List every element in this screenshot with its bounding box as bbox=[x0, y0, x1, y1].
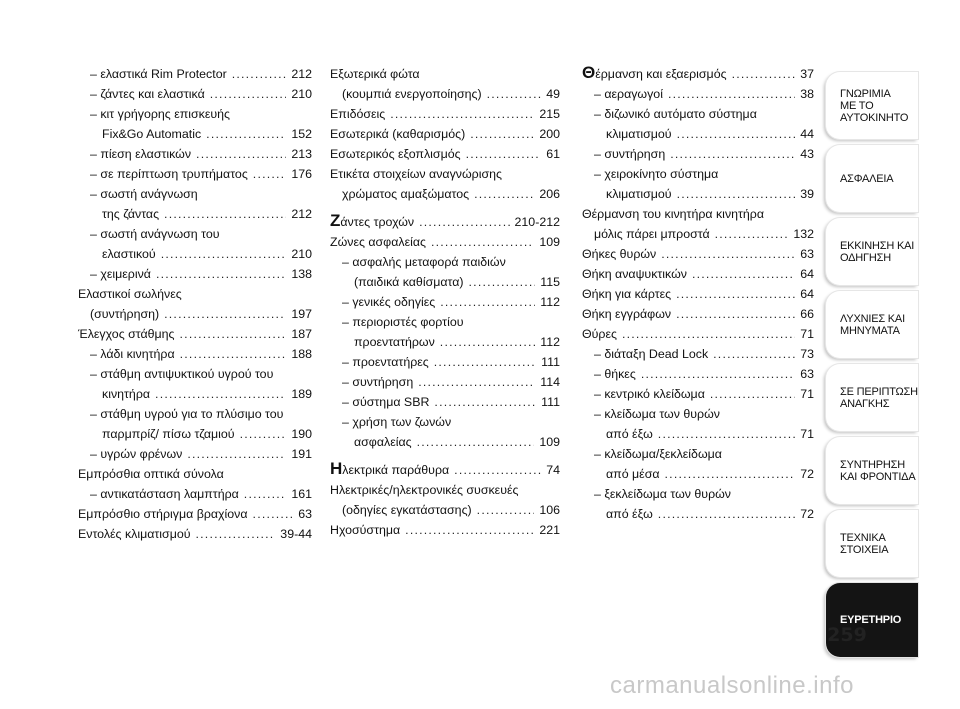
index-entry bbox=[78, 324, 312, 344]
index-entry bbox=[582, 164, 814, 184]
leader-dots bbox=[161, 244, 287, 264]
leader-dots bbox=[164, 304, 286, 324]
leader-dots bbox=[658, 504, 795, 524]
index-entry bbox=[330, 520, 560, 540]
index-entry bbox=[78, 404, 312, 424]
index-entry bbox=[78, 464, 312, 484]
entry-page: 215 bbox=[539, 107, 560, 121]
entry-page: 152 bbox=[291, 127, 312, 141]
index-entry bbox=[582, 384, 814, 404]
entry-text: – διζωνικό αυτόματο σύστημα bbox=[594, 107, 757, 121]
index-entry bbox=[582, 304, 814, 324]
leader-dots bbox=[434, 352, 536, 372]
index-entry bbox=[78, 104, 312, 124]
entry-text: – αντικατάσταση λαμπτήρα bbox=[90, 487, 239, 501]
leader-dots bbox=[658, 424, 795, 444]
section-tab-7[interactable]: ΤΕΧΝΙΚΑ ΣΤΟΙΧΕΙΑ bbox=[826, 510, 918, 577]
entry-text: από μέσα bbox=[606, 467, 660, 481]
leader-dots bbox=[405, 520, 534, 540]
entry-initial-letter: Η bbox=[330, 459, 343, 478]
section-tab-2[interactable]: ΑΣΦΑΛΕΙΑ bbox=[826, 145, 918, 212]
leader-dots bbox=[390, 104, 534, 124]
section-tab-5[interactable]: ΣΕ ΠΕΡΙΠΤΩΣΗ ΑΝΑΓΚΗΣ bbox=[826, 364, 918, 431]
index-entry bbox=[582, 64, 814, 84]
entry-text: Ζάντες τροχών bbox=[330, 211, 415, 230]
entry-page: 72 bbox=[800, 507, 814, 521]
entry-text: – στάθμη υγρού για το πλύσιμο του bbox=[90, 407, 284, 421]
entry-page: 187 bbox=[291, 327, 312, 341]
leader-dots bbox=[210, 84, 287, 104]
entry-text: – λάδι κινητήρα bbox=[90, 347, 175, 361]
index-entry bbox=[582, 144, 814, 164]
entry-page: 221 bbox=[539, 523, 560, 537]
leader-dots bbox=[155, 384, 286, 404]
leader-dots bbox=[187, 444, 286, 464]
leader-dots bbox=[206, 124, 286, 144]
entry-text: – θήκες bbox=[594, 367, 636, 381]
entry-page: 210 bbox=[291, 247, 312, 261]
index-entry bbox=[78, 444, 312, 464]
entry-page: 206 bbox=[539, 187, 560, 201]
entry-page: 161 bbox=[291, 487, 312, 501]
entry-initial-letter: Θ bbox=[582, 63, 596, 82]
entry-text: χρώματος αμαξώματος bbox=[342, 187, 470, 201]
entry-text: – αεραγωγοί bbox=[594, 87, 663, 101]
leader-dots bbox=[419, 212, 509, 232]
entry-page: 49 bbox=[546, 87, 560, 101]
leader-dots bbox=[440, 332, 535, 352]
entry-page: 64 bbox=[800, 267, 814, 281]
leader-dots bbox=[713, 344, 795, 364]
index-entry bbox=[78, 484, 312, 504]
entry-text: Θέρμανση του κινητήρα κινητήρα bbox=[582, 207, 765, 221]
leader-dots bbox=[180, 324, 287, 344]
entry-page: 210 bbox=[291, 87, 312, 101]
entry-text: – συντήρηση bbox=[342, 375, 414, 389]
entry-text: – στάθμη αντιψυκτικού υγρού του bbox=[90, 367, 274, 381]
leader-dots bbox=[454, 460, 541, 480]
index-entry bbox=[78, 184, 312, 204]
entry-page: 176 bbox=[291, 167, 312, 181]
entry-page: 112 bbox=[540, 295, 560, 309]
entry-text: Θήκη για κάρτες bbox=[582, 287, 672, 301]
entry-page: 106 bbox=[539, 503, 560, 517]
entry-text: παρμπρίζ/ πίσω τζαμιού bbox=[102, 427, 235, 441]
index-entry bbox=[330, 252, 560, 272]
entry-text: – σύστημα SBR bbox=[342, 395, 430, 409]
index-entry bbox=[78, 344, 312, 364]
index-entry bbox=[78, 204, 312, 224]
entry-page: 37 bbox=[800, 67, 814, 81]
index-entry bbox=[78, 64, 312, 84]
entry-text: Ετικέτα στοιχείων αναγνώρισης bbox=[330, 167, 502, 181]
entry-text: (παιδικά καθίσματα) bbox=[354, 275, 464, 289]
entry-text: – κλείδωμα των θυρών bbox=[594, 407, 720, 421]
index-entry bbox=[582, 404, 814, 424]
leader-dots bbox=[661, 244, 795, 264]
leader-dots bbox=[670, 144, 795, 164]
entry-text: Ελαστικοί σωλήνες bbox=[78, 287, 182, 301]
index-entry bbox=[582, 124, 814, 144]
entry-text: – διάταξη Dead Lock bbox=[594, 347, 709, 361]
index-entry bbox=[330, 232, 560, 252]
entry-page: 73 bbox=[800, 347, 814, 361]
entry-text: Θήκες θυρών bbox=[582, 247, 657, 261]
entry-text: κινητήρα bbox=[102, 387, 151, 401]
leader-dots bbox=[418, 372, 535, 392]
watermark: carmanualsonline.info bbox=[610, 672, 854, 699]
entry-text: μόλις πάρει μπροστά bbox=[594, 227, 710, 241]
index-entry bbox=[330, 352, 560, 372]
entry-text: ελαστικού bbox=[102, 247, 156, 261]
leader-dots bbox=[692, 264, 795, 284]
leader-dots bbox=[244, 484, 287, 504]
entry-page: 71 bbox=[800, 327, 814, 341]
index-entry bbox=[78, 224, 312, 244]
entry-page: 109 bbox=[539, 235, 560, 249]
entry-page: 115 bbox=[540, 275, 560, 289]
section-tab-1[interactable]: ΓΝΩΡΙΜΙΑ ΜΕ ΤΟ ΑΥΤΟΚΙΝΗΤΟ bbox=[826, 72, 918, 139]
entry-text: – σωστή ανάγνωση bbox=[90, 187, 198, 201]
entry-text: Θήκη εγγράφων bbox=[582, 307, 672, 321]
entry-page: 111 bbox=[541, 395, 560, 409]
index-entry bbox=[582, 344, 814, 364]
index-entry bbox=[582, 104, 814, 124]
index-entry bbox=[78, 524, 312, 544]
entry-text: Εσωτερικός εξοπλισμός bbox=[330, 147, 461, 161]
index-entry bbox=[78, 264, 312, 284]
entry-text: προεντατήρων bbox=[354, 335, 435, 349]
index-entry bbox=[582, 184, 814, 204]
entry-text: από έξω bbox=[606, 507, 653, 521]
index-entry bbox=[582, 204, 814, 224]
index-entry bbox=[330, 84, 560, 104]
index-entry bbox=[330, 500, 560, 520]
index-entry bbox=[78, 244, 312, 264]
index-entry bbox=[582, 84, 814, 104]
entry-text: (κουμπιά ενεργοποίησης) bbox=[342, 87, 482, 101]
entry-text: ασφαλείας bbox=[354, 435, 412, 449]
index-entry bbox=[330, 432, 560, 452]
index-entry bbox=[78, 284, 312, 304]
entry-gap bbox=[330, 204, 560, 212]
index-entry bbox=[330, 124, 560, 144]
entry-text: – πίεση ελαστικών bbox=[90, 147, 192, 161]
entry-gap bbox=[330, 452, 560, 460]
entry-page: 71 bbox=[800, 387, 814, 401]
leader-dots bbox=[710, 384, 795, 404]
index-entry bbox=[78, 164, 312, 184]
entry-text: – κιτ γρήγορης επισκευής bbox=[90, 107, 231, 121]
entry-initial-letter: Ζ bbox=[330, 211, 341, 230]
entry-text: – προεντατήρες bbox=[342, 355, 429, 369]
entry-text: – κλείδωμα/ξεκλείδωμα bbox=[594, 447, 722, 461]
entry-text: Θήκη αναψυκτικών bbox=[582, 267, 687, 281]
entry-text: – ξεκλείδωμα των θυρών bbox=[594, 487, 732, 501]
leader-dots bbox=[668, 84, 795, 104]
entry-text: – ζάντες και ελαστικά bbox=[90, 87, 205, 101]
index-entry bbox=[582, 464, 814, 484]
entry-text: – σε περίπτωση τρυπήματος bbox=[90, 167, 248, 181]
entry-page: 188 bbox=[291, 347, 312, 361]
section-tabs bbox=[826, 72, 918, 663]
leader-dots bbox=[164, 204, 286, 224]
entry-text: (συντήρηση) bbox=[90, 307, 160, 321]
entry-page: 111 bbox=[541, 355, 560, 369]
leader-dots bbox=[232, 64, 287, 84]
entry-text: Fix&Go Automatic bbox=[102, 127, 202, 141]
leader-dots bbox=[240, 424, 287, 444]
index-entry bbox=[330, 64, 560, 84]
entry-page: 132 bbox=[793, 227, 814, 241]
index-entry bbox=[582, 444, 814, 464]
index-entry bbox=[78, 364, 312, 384]
entry-page: 39 bbox=[800, 187, 814, 201]
index-entry bbox=[330, 372, 560, 392]
entry-text: Επιδόσεις bbox=[330, 107, 386, 121]
leader-dots bbox=[487, 84, 542, 104]
section-tab-4[interactable]: ΛΥΧΝΙΕΣ ΚΑΙ ΜΗΝΥΜΑΤΑ bbox=[826, 291, 918, 358]
entry-page: 63 bbox=[800, 247, 814, 261]
leader-dots bbox=[417, 432, 535, 452]
entry-text: Θέρμανση και εξαερισμός bbox=[582, 63, 727, 82]
entry-text: Έλεγχος στάθμης bbox=[78, 327, 175, 341]
entry-text: – χειμερινά bbox=[90, 267, 151, 281]
index-entry bbox=[582, 244, 814, 264]
leader-dots bbox=[253, 504, 294, 524]
entry-page: 71 bbox=[800, 427, 814, 441]
leader-dots bbox=[477, 500, 535, 520]
entry-page: 64 bbox=[800, 287, 814, 301]
index-entry bbox=[78, 384, 312, 404]
leader-dots bbox=[196, 524, 276, 544]
entry-text: – περιοριστές φορτίου bbox=[342, 315, 464, 329]
index-entry bbox=[582, 364, 814, 384]
entry-page: 189 bbox=[291, 387, 312, 401]
index-entry bbox=[582, 484, 814, 504]
index-entry bbox=[330, 312, 560, 332]
entry-page: 43 bbox=[800, 147, 814, 161]
entry-text: κλιματισμού bbox=[606, 127, 672, 141]
entry-page: 210-212 bbox=[514, 215, 560, 229]
entry-page: 66 bbox=[800, 307, 814, 321]
index-entry bbox=[330, 104, 560, 124]
entry-page: 213 bbox=[291, 147, 312, 161]
leader-dots bbox=[156, 264, 286, 284]
entry-text: – σωστή ανάγνωση του bbox=[90, 227, 220, 241]
index-entry bbox=[78, 424, 312, 444]
entry-text: Ηλεκτρικές/ηλεκτρονικές συσκευές bbox=[330, 483, 519, 497]
leader-dots bbox=[676, 284, 795, 304]
leader-dots bbox=[474, 184, 534, 204]
index-entry bbox=[582, 504, 814, 524]
entry-text: Ηλεκτρικά παράθυρα bbox=[330, 459, 450, 478]
entry-page: 212 bbox=[291, 67, 312, 81]
index-column-2 bbox=[330, 64, 560, 540]
leader-dots bbox=[434, 392, 536, 412]
entry-text: Εμπρόσθια οπτικά σύνολα bbox=[78, 467, 224, 481]
leader-dots bbox=[622, 324, 795, 344]
index-entry bbox=[330, 480, 560, 500]
entry-text: κλιματισμού bbox=[606, 187, 672, 201]
leader-dots bbox=[677, 124, 796, 144]
entry-page: 72 bbox=[800, 467, 814, 481]
index-entry bbox=[582, 264, 814, 284]
index-entry bbox=[330, 212, 560, 232]
leader-dots bbox=[440, 292, 535, 312]
index-entry bbox=[330, 272, 560, 292]
leader-dots bbox=[677, 184, 796, 204]
entry-page: 190 bbox=[291, 427, 312, 441]
section-tab-8[interactable]: ΕΥΡΕΤΗΡΙΟ bbox=[826, 583, 918, 657]
index-entry bbox=[330, 412, 560, 432]
entry-text: – χρήση των ζωνών bbox=[342, 415, 452, 429]
index-entry bbox=[330, 392, 560, 412]
entry-page: 38 bbox=[800, 87, 814, 101]
entry-text: Ηχοσύστημα bbox=[330, 523, 401, 537]
entry-text: από έξω bbox=[606, 427, 653, 441]
leader-dots bbox=[466, 144, 542, 164]
index-entry bbox=[330, 332, 560, 352]
index-entry bbox=[330, 144, 560, 164]
leader-dots bbox=[431, 232, 534, 252]
index-entry bbox=[582, 224, 814, 244]
index-entry bbox=[582, 324, 814, 344]
index-entry bbox=[330, 292, 560, 312]
index-entry bbox=[582, 284, 814, 304]
entry-text: Εξωτερικά φώτα bbox=[330, 67, 420, 81]
index-entry bbox=[78, 144, 312, 164]
entry-page: 74 bbox=[546, 463, 560, 477]
entry-page: 63 bbox=[800, 367, 814, 381]
index-entry bbox=[78, 504, 312, 524]
leader-dots bbox=[196, 144, 286, 164]
leader-dots bbox=[665, 464, 796, 484]
entry-page: 212 bbox=[291, 207, 312, 221]
leader-dots bbox=[253, 164, 287, 184]
page-number: 259 bbox=[827, 624, 867, 646]
index-entry bbox=[330, 184, 560, 204]
entry-page: 63 bbox=[298, 507, 312, 521]
entry-text: – συντήρηση bbox=[594, 147, 666, 161]
leader-dots bbox=[732, 64, 796, 84]
entry-text: Ζώνες ασφαλείας bbox=[330, 235, 426, 249]
entry-text: Εσωτερικά (καθαρισμός) bbox=[330, 127, 466, 141]
leader-dots bbox=[641, 364, 795, 384]
leader-dots bbox=[676, 304, 795, 324]
index-entry bbox=[330, 460, 560, 480]
entry-text: Θύρες bbox=[582, 327, 617, 341]
index-entry bbox=[582, 424, 814, 444]
entry-page: 138 bbox=[291, 267, 312, 281]
leader-dots bbox=[470, 124, 534, 144]
entry-text: της ζάντας bbox=[102, 207, 160, 221]
entry-page: 61 bbox=[546, 147, 560, 161]
entry-page: 200 bbox=[539, 127, 560, 141]
entry-text: – ελαστικά Rim Protector bbox=[90, 67, 227, 81]
entry-text: – υγρών φρένων bbox=[90, 447, 183, 461]
index-entry bbox=[78, 304, 312, 324]
index-column-3 bbox=[582, 64, 814, 524]
entry-page: 114 bbox=[540, 375, 560, 389]
leader-dots bbox=[469, 272, 536, 292]
index-entry bbox=[78, 84, 312, 104]
entry-page: 112 bbox=[540, 335, 560, 349]
entry-text: – γενικές οδηγίες bbox=[342, 295, 436, 309]
entry-page: 191 bbox=[291, 447, 312, 461]
section-tab-3[interactable]: ΕΚΚΙΝΗΣΗ ΚΑΙ ΟΔΗΓΗΣΗ bbox=[826, 218, 918, 285]
index-entry bbox=[330, 164, 560, 184]
index-entry bbox=[78, 124, 312, 144]
entry-text: Εμπρόσθιο στήριγμα βραχίονα bbox=[78, 507, 248, 521]
entry-text: Εντολές κλιματισμού bbox=[78, 527, 191, 541]
entry-page: 109 bbox=[539, 435, 560, 449]
entry-text: – χειροκίνητο σύστημα bbox=[594, 167, 719, 181]
entry-text: (οδηγίες εγκατάστασης) bbox=[342, 503, 472, 517]
entry-text: – κεντρικό κλείδωμα bbox=[594, 387, 705, 401]
section-tab-6[interactable]: ΣΥΝΤΗΡΗΣΗ ΚΑΙ ΦΡΟΝΤΙΔΑ bbox=[826, 437, 918, 504]
entry-text: – ασφαλής μεταφορά παιδιών bbox=[342, 255, 506, 269]
entry-page: 44 bbox=[800, 127, 814, 141]
entry-page: 197 bbox=[291, 307, 312, 321]
leader-dots bbox=[715, 224, 789, 244]
leader-dots bbox=[180, 344, 287, 364]
index-column-1 bbox=[78, 64, 312, 544]
entry-page: 39-44 bbox=[280, 527, 312, 541]
